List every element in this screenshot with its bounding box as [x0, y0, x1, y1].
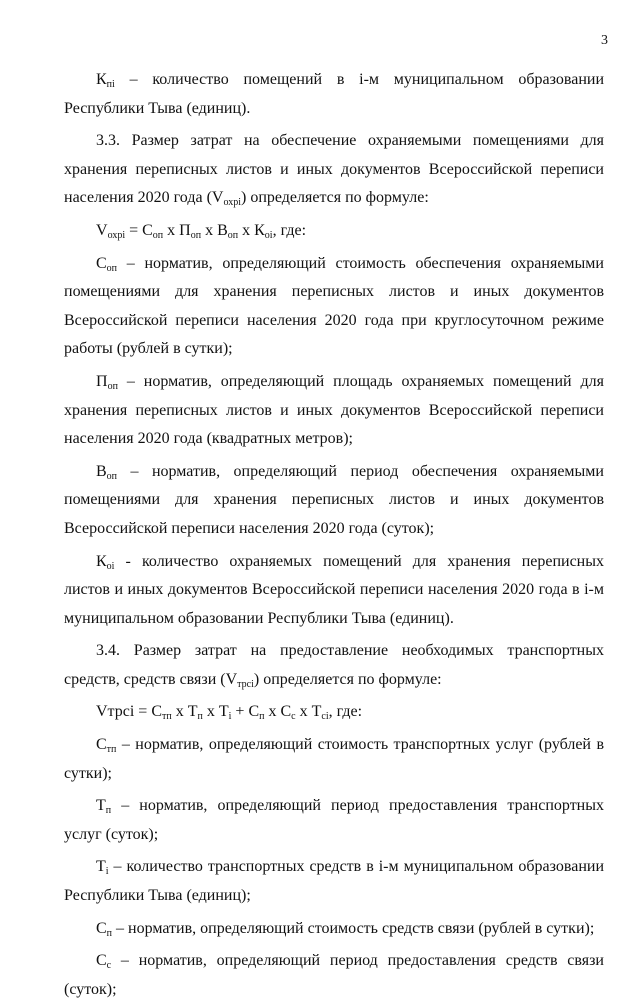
symbol: С	[96, 919, 107, 937]
formula-term: Vтрсі = С	[96, 703, 162, 721]
definition-t-i	[64, 853, 604, 910]
symbol-subscript: п	[105, 805, 112, 817]
symbol-subscript: оп	[106, 262, 118, 274]
formula-term: х К	[238, 221, 265, 239]
symbol-subscript: охрі	[223, 197, 241, 209]
definition-text: – норматив, определяющий период обеспечения охраняемыми помещениями для хранения переписных листов и иных документов Всероссийской переписи населения 2020 года (суток);	[64, 462, 604, 537]
formula-subscript: с	[291, 711, 296, 723]
definition-text: – норматив, определяющий период предоставления средств связи (суток);	[64, 952, 604, 998]
section-3-4	[64, 637, 604, 694]
definition-c-p	[64, 915, 604, 944]
formula-term: х В	[201, 221, 228, 239]
symbol: Т	[96, 858, 106, 876]
definition-v-op	[64, 458, 604, 544]
definition-text: – норматив, определяющий стоимость транспортных услуг (рублей в сутки);	[64, 736, 604, 782]
definition-text: – норматив, определяющий период предоставления транспортных услуг (суток);	[64, 797, 604, 843]
formula-subscript: охрі	[107, 229, 126, 241]
formula-subscript: п	[259, 711, 265, 723]
formula-trs	[64, 698, 604, 727]
formula-term: V	[96, 221, 108, 239]
formula-subscript: оп	[227, 229, 239, 241]
section-3-3	[64, 127, 604, 213]
symbol: Т	[96, 797, 106, 815]
symbol: В	[96, 462, 107, 480]
formula-term: х Т	[202, 703, 229, 721]
formula-term: , где:	[272, 221, 307, 239]
symbol-subscript: і	[105, 866, 109, 878]
document-body	[64, 66, 604, 1004]
formula-subscript: п	[197, 711, 203, 723]
symbol-subscript: оп	[107, 380, 118, 392]
section-text: 3.4. Размер затрат на предоставление необходимых транспортных средств, средств связи (V	[64, 642, 604, 688]
symbol-subscript: п	[106, 927, 113, 939]
definition-text: – норматив, определяющий площадь охраняемых помещений для хранения переписных листов и иных документов Всероссийской переписи населения 2020 года (квадратных метров);	[64, 372, 604, 448]
formula-term: х Т	[295, 703, 322, 721]
definition-c-tp	[64, 731, 604, 788]
formula-term: , где:	[328, 703, 363, 721]
symbol: П	[96, 372, 108, 390]
symbol: К	[96, 71, 107, 88]
definition-text: – количество транспортных средств в і-м муниципальном образовании Республики Тыва (единиц);	[64, 858, 604, 905]
definition-text: – норматив, определяющий стоимость обеспечения охраняемыми помещениями для хранения переписных листов и иных документов Всероссийской переписи населения 2020 года при круглосуточном режиме работы (рублей в сутки);	[64, 254, 604, 358]
formula-term: = С	[125, 221, 153, 239]
definition-k-pi	[64, 66, 604, 123]
symbol-subscript: тп	[106, 744, 117, 756]
symbol-subscript: пі	[106, 79, 115, 90]
symbol: С	[96, 254, 107, 272]
formula-term: х Т	[171, 703, 198, 721]
definition-p-op	[64, 368, 604, 454]
symbol: С	[96, 952, 107, 970]
formula-term: + С	[231, 703, 260, 721]
formula-ohr	[64, 217, 604, 246]
symbol-subscript: трсі	[237, 678, 254, 690]
formula-term: х П	[163, 221, 191, 239]
section-text-end: ) определяется по формуле:	[241, 189, 429, 207]
symbol: К	[96, 552, 107, 570]
page-number: 3	[601, 33, 608, 48]
formula-term: х С	[264, 703, 292, 721]
definition-c-op	[64, 250, 604, 364]
formula-subscript: і	[228, 711, 232, 723]
formula-subscript: оп	[152, 229, 164, 241]
symbol-subscript: оі	[106, 560, 115, 572]
formula-subscript: оп	[190, 229, 202, 241]
definition-text: – количество помещений в і-м муниципальном образовании Республики Тыва (единиц).	[64, 71, 604, 117]
formula-subscript: оі	[264, 229, 273, 241]
formula-subscript: сі	[321, 711, 329, 723]
symbol-subscript: с	[106, 960, 112, 972]
definition-c-c	[64, 947, 604, 1004]
definition-text: - количество охраняемых помещений для хранения переписных листов и иных документов Всероссийской переписи населения 2020 года в і-м муниципальном образовании Республики Тыва (единиц).	[64, 552, 604, 627]
formula-subscript: тп	[161, 711, 172, 723]
section-text: 3.3. Размер затрат на обеспечение охраняемыми помещениями для хранения переписных листов и иных документов Всероссийской переписи населения 2020 года (V	[64, 132, 604, 207]
definition-text: – норматив, определяющий стоимость средств связи (рублей в сутки);	[112, 919, 595, 937]
symbol: С	[96, 736, 107, 754]
section-text-end: ) определяется по формуле:	[253, 670, 442, 688]
definition-k-oi	[64, 548, 604, 634]
symbol-subscript: оп	[106, 470, 118, 482]
definition-t-p	[64, 792, 604, 849]
